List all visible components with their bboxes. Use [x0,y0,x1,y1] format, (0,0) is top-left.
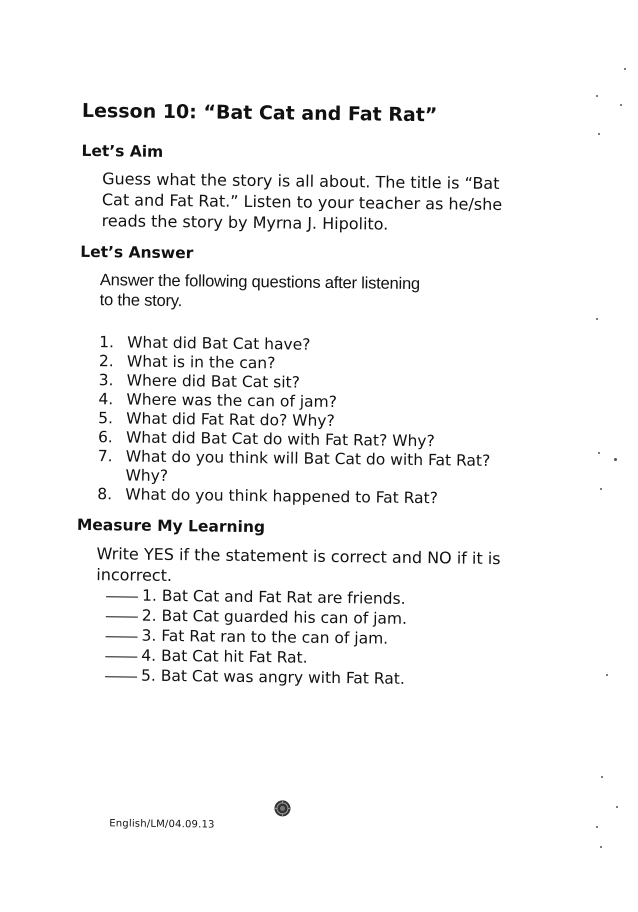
question-text: Where was the can of jam? [126,390,338,412]
measure-instruction-line: incorrect. [96,565,173,586]
question-text: What do you think will Bat Cat do with Fat Rat? [125,447,491,470]
lets-aim-line: reads the story by Myrna J. Hipolito. [101,211,389,234]
question-number: 3. [98,371,114,390]
question-text: What did Bat Cat do with Fat Rat? Why? [125,428,435,451]
question-text: What did Bat Cat have? [127,333,311,354]
question-number: 1. [99,333,115,352]
lets-answer-heading: Let’s Answer [80,242,194,263]
question-item [97,447,490,490]
question-number: 4. [98,390,114,409]
scan-speck [596,318,598,320]
lets-answer-intro-line: Answer the following questions after listening [99,271,421,294]
question-number: 5. [98,409,114,428]
question-text: What did Fat Rat do? Why? [126,409,335,431]
answer-blank [105,655,137,657]
lets-aim-heading: Let’s Aim [81,141,164,161]
question-text: What is in the can? [126,352,276,373]
scan-speck [616,806,618,808]
scan-speck [600,488,602,490]
statement-text: 4. Bat Cat hit Fat Rat. [141,646,308,667]
statement-text: 5. Bat Cat was angry with Fat Rat. [140,666,405,688]
question-list [97,333,492,509]
answer-blank [105,675,137,677]
scan-speck [600,846,602,848]
deped-seal-icon [273,799,291,817]
answer-blank [106,595,138,597]
question-text-continued: Why? [125,466,169,485]
question-number: 8. [97,485,113,504]
lesson-title: Lesson 10: “Bat Cat and Fat Rat” [81,99,438,127]
lets-aim-paragraph [102,168,503,236]
answer-blank [106,615,138,617]
lets-aim-line: Guess what the story is all about. The title is “Bat [102,169,500,194]
scan-speck [601,776,603,778]
statement-text: 3. Fat Rat ran to the can of jam. [141,626,389,648]
question-item [97,485,490,509]
statement-list [105,585,407,689]
question-number: 7. [97,447,113,466]
question-text: Where did Bat Cat sit? [126,371,301,392]
scan-speck [620,104,622,106]
statement-text: 1. Bat Cat and Fat Rat are friends. [141,586,406,608]
question-number: 2. [98,352,114,371]
lets-answer-intro-line: to the story. [99,291,183,311]
scan-speck [614,458,617,461]
measure-heading: Measure My Learning [76,515,266,537]
scan-speck [596,95,598,97]
measure-instruction [96,543,500,590]
lets-aim-line: Cat and Fat Rat.” Listen to your teacher as he/she [101,190,503,215]
lets-answer-intro [100,270,421,314]
answer-blank [106,635,138,637]
question-text: What do you think happened to Fat Rat? [125,485,439,508]
scan-speck [596,826,598,828]
statement-item [105,665,406,689]
measure-instruction-line: Write YES if the statement is correct and NO if it is [96,544,501,569]
scan-speck [606,674,608,676]
statement-text: 2. Bat Cat guarded his can of jam. [141,606,408,628]
scan-speck [598,452,600,454]
question-number: 6. [97,428,113,447]
scan-speck [598,133,600,135]
scan-speck [624,68,626,70]
footer-code: English/LM/04.09.13 [109,818,215,831]
